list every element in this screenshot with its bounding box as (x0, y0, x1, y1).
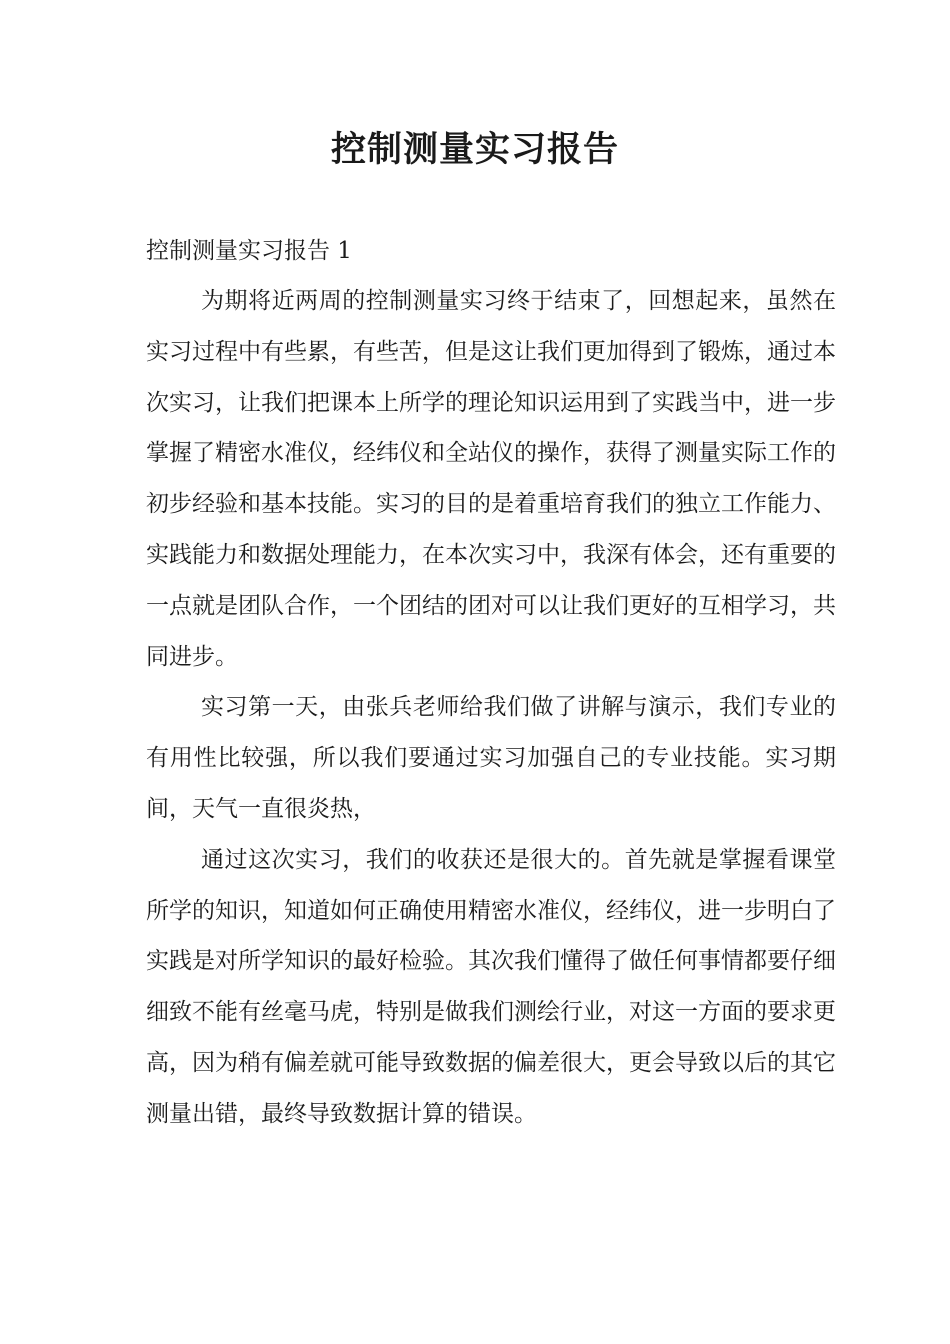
paragraph-1: 为期将近两周的控制测量实习终于结束了，回想起来，虽然在实习过程中有些累，有些苦，但是这让我们更加得到了锻炼，通过本次实习，让我们把课本上所学的理论知识运用到了实践当中，进一步掌握了精密水准仪，经纬仪和全站仪的操作，获得了测量实际工作的初步经验和基本技能。实习的目的是着重培育我们的独立工作能力、实践能力和数据处理能力，在本次实习中，我深有体会，还有重要的一点就是团队合作，一个团结的团对可以让我们更好的互相学习，共同进步。 (146, 288, 836, 670)
document-body (146, 226, 836, 1140)
section-heading: 控制测量实习报告 1 (146, 238, 352, 264)
document-title: 控制测量实习报告 (330, 130, 619, 170)
paragraph-2: 实习第一天，由张兵老师给我们做了讲解与演示，我们专业的有用性比较强，所以我们要通过实习加强自己的专业技能。实习期间，天气一直很炎热， (146, 694, 836, 822)
paragraph-3: 通过这次实习，我们的收获还是很大的。首先就是掌握看课堂所学的知识，知道如何正确使用精密水准仪，经纬仪，进一步明白了实践是对所学知识的最好检验。其次我们懂得了做任何事情都要仔细细致不能有丝毫马虎，特别是做我们测绘行业，对这一方面的要求更高，因为稍有偏差就可能导致数据的偏差很大，更会导致以后的其它测量出错，最终导致数据计算的错误。 (146, 846, 836, 1127)
